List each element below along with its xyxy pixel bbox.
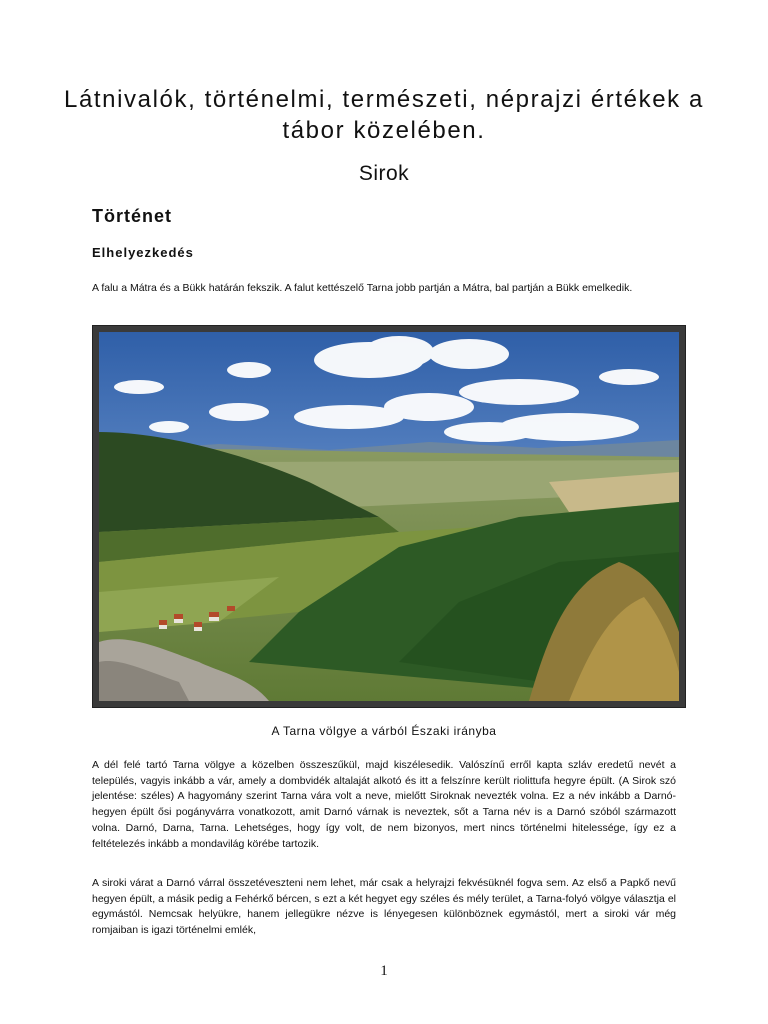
page-subtitle: Sirok xyxy=(358,162,410,185)
section-heading: Történet xyxy=(92,206,172,226)
landscape-photo xyxy=(92,325,686,708)
paragraph-location: A falu a Mátra és a Bükk határán fekszik. A falut kettészelő Tarna jobb partján a Mátra, bal partján a Bükk emelkedik. xyxy=(92,282,633,294)
photo-caption: A Tarna völgye a várból Északi irányba xyxy=(271,724,497,738)
valley-landscape-image xyxy=(99,332,679,701)
paragraph-castle: A siroki várat a Darnó várral összetéveszteni nem lehet, már csak a helyrajzi fekvésüknél fogva sem. Az első a Papkő nevű hegyen épült, a másik pedig a Fehérkő bércen, s ezt a két hegyet egy széles és mély terület, a Tarna-folyó völgye választja el egymástól. Nemcsak helyükre, hanem jellegükre nézve is lényegesen különböznek egymástól, mert a siroki vár még romjaiban is igazi történelmi emlék, xyxy=(92,877,676,937)
page-title: Látnivalók, történelmi, természeti, néprajzi értékek a tábor közelében. xyxy=(64,86,704,144)
paragraph-history: A dél felé tartó Tarna völgye a közelben összeszűkül, majd kiszélesedik. Valószínű erről kapta szláv eredetű nevét a település, vagyis inkább a vár, amely a dombvidék altalaját alkotó és itt a felszínre került riolittufa hegyre épült. (A Sirok szó jelentése: széles) A hagyomány szerint Tarna vára volt a neve, mielőtt Siroknak nevezték volna. Ez a név inkább a Darnó-hegyen épült ősi pogányvárra vonatkozott, amit Darnó várnak is neveztek, sőt a Tarna név is a Darnó szóból származott volna. Darnó, Darna, Tarna. Lehetséges, hogy így volt, de nem bizonyos, mert nincs történelmi hitelessége, így ez a feltételezés inkább a mondavilág körébe tartozik. xyxy=(92,759,676,850)
page-number: 1 xyxy=(380,963,388,979)
subsection-heading: Elhelyezkedés xyxy=(92,245,194,260)
